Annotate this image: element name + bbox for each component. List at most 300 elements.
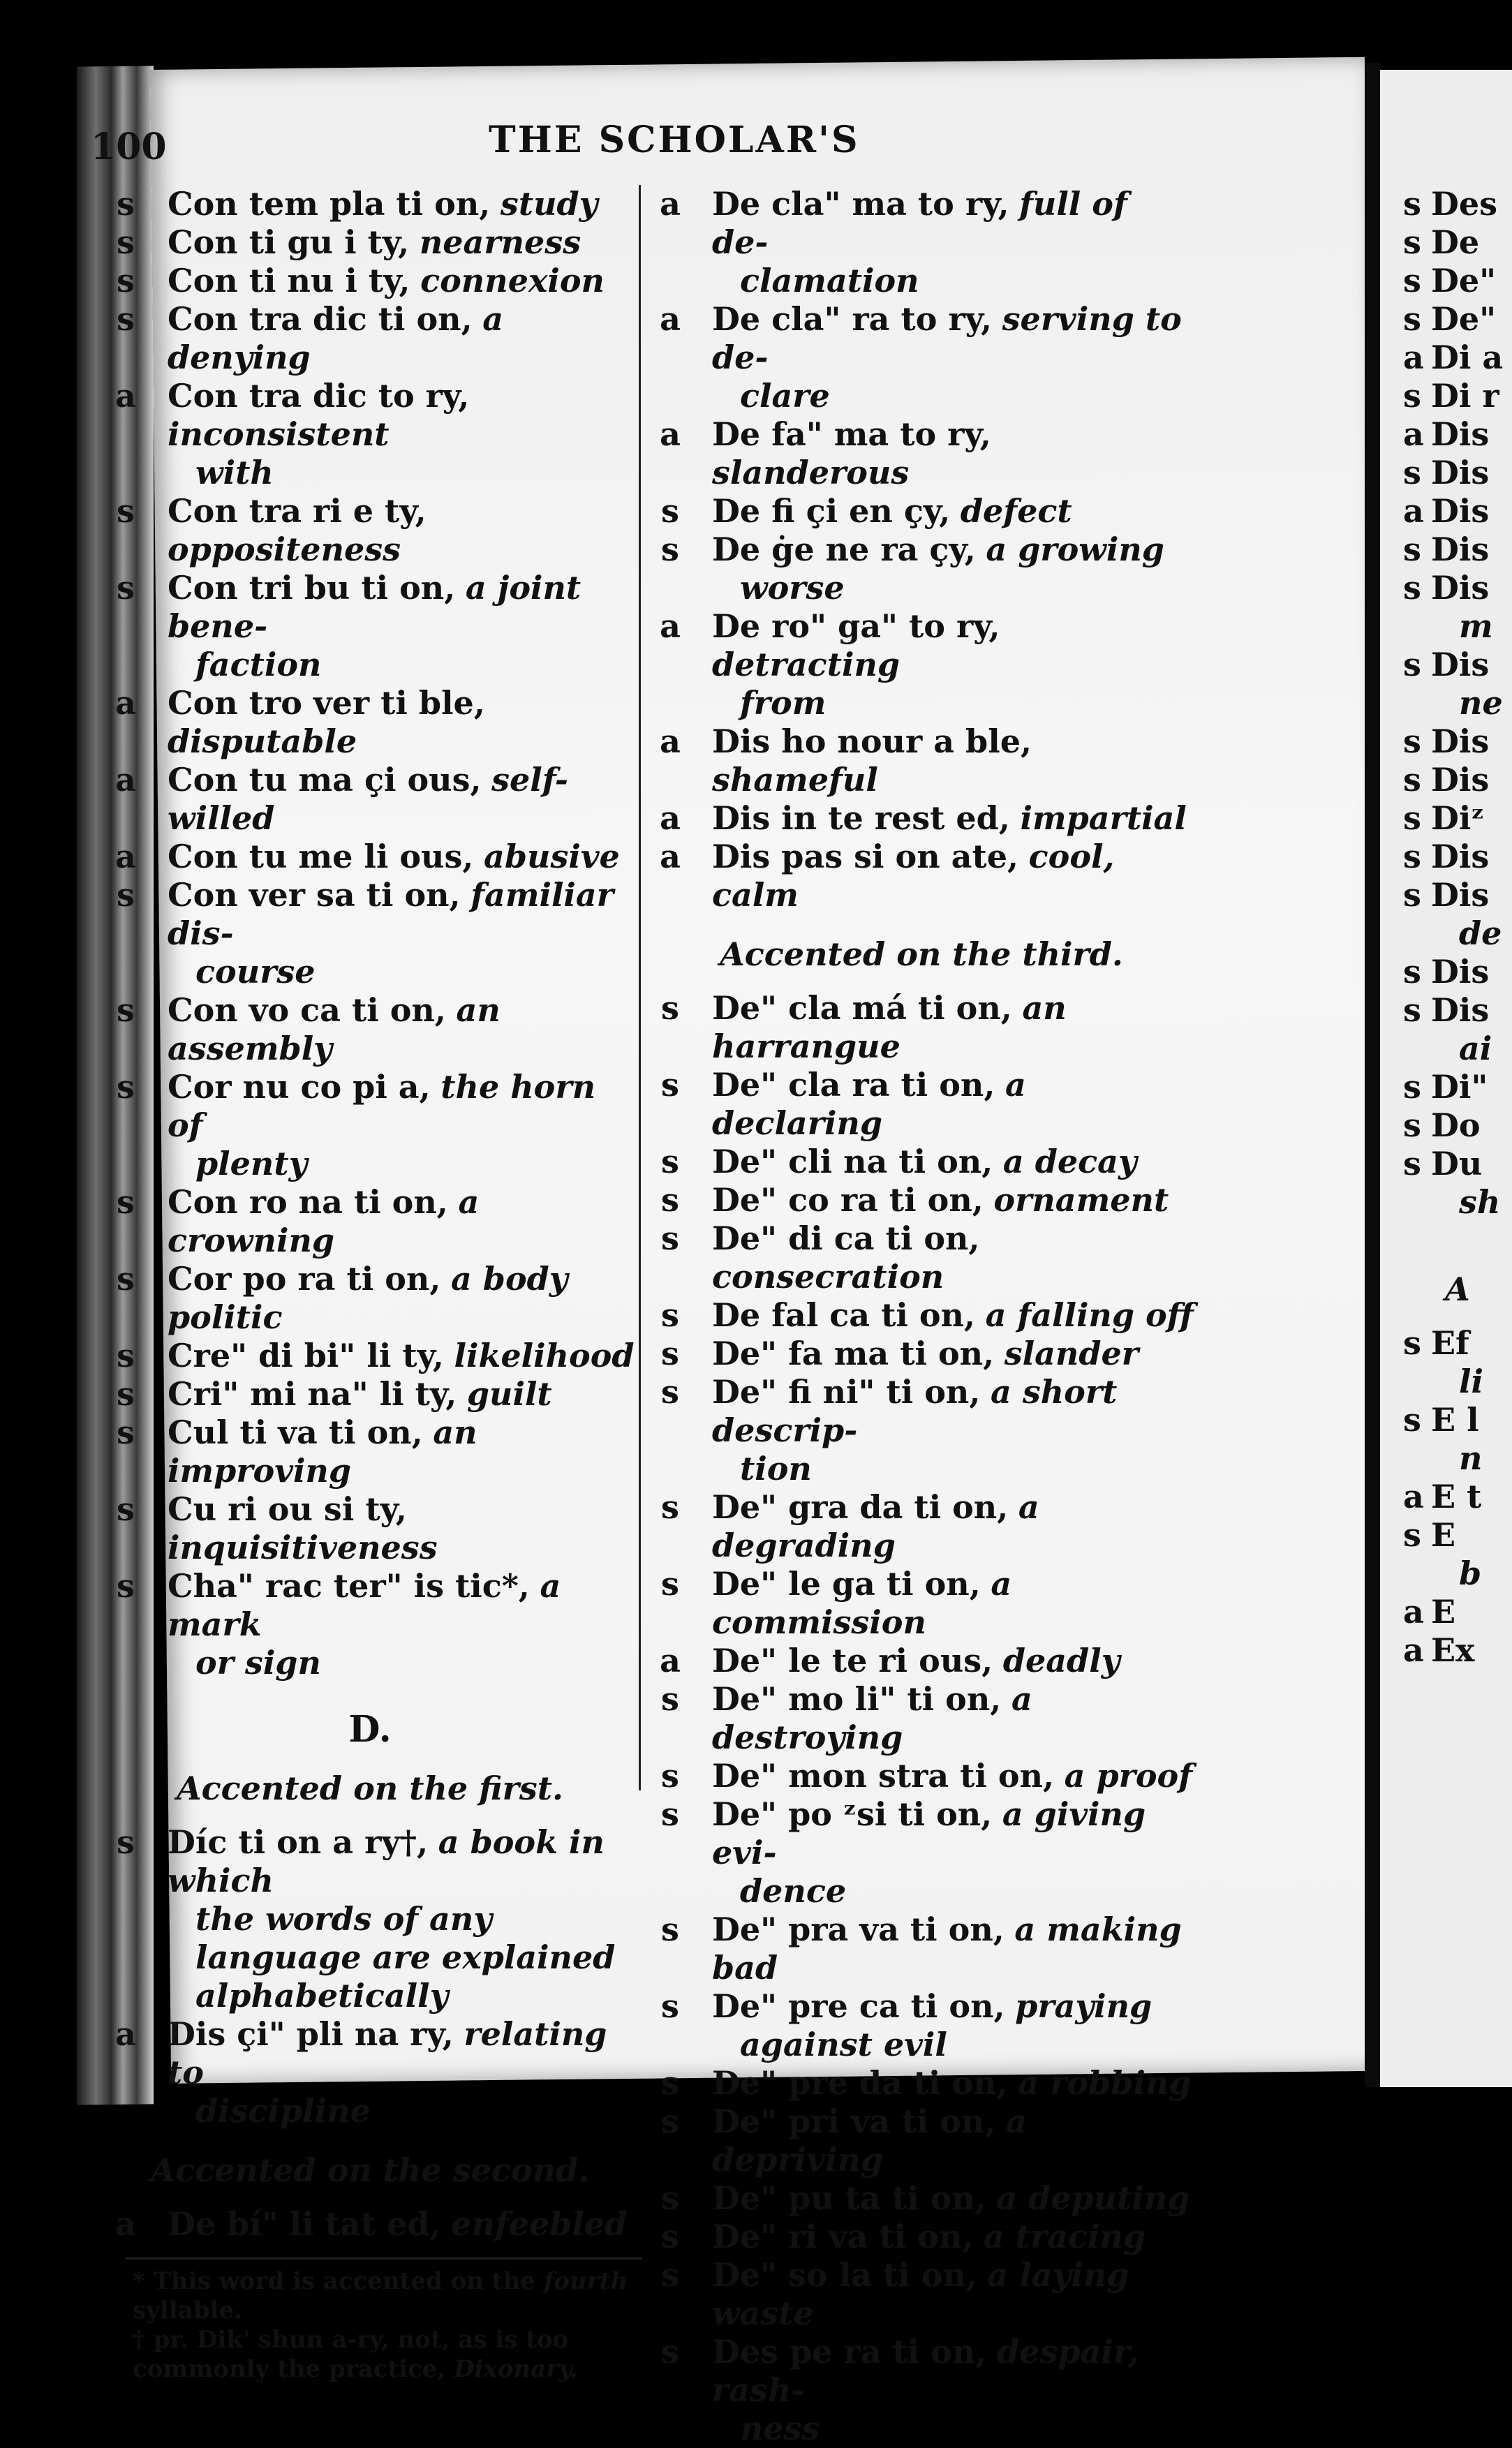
entry-definition: familiar dis- [168, 876, 614, 952]
part-of-speech: s [117, 1823, 135, 1861]
section-letter: D. [348, 1708, 392, 1751]
page-number: 100 [91, 126, 167, 168]
part-of-speech: s [117, 262, 135, 299]
entry-word: De fi çi en çy, [712, 492, 951, 530]
line-fragment: Dis [1431, 876, 1490, 914]
entry-definition-continued: the words of any language are explained alphabetically [195, 1900, 616, 2015]
part-of-speech: a [1403, 415, 1424, 453]
part-of-speech: a [1403, 492, 1424, 530]
line-fragment: b [1459, 1555, 1482, 1592]
entry-definition: a growing [986, 531, 1164, 568]
entry-definition-continued: discipline [195, 2092, 371, 2130]
dictionary-entry [105, 684, 635, 761]
part-of-speech: s [661, 492, 679, 530]
entry-word: Con ro na ti on, [168, 1183, 448, 1221]
part-of-speech: s [1403, 377, 1421, 415]
part-of-speech: s [117, 1260, 135, 1298]
entry-word: Cor po ra ti on, [168, 1260, 441, 1298]
entry-definition: praying [1015, 1987, 1152, 2025]
right-entries-list [649, 185, 1194, 914]
column-divider [639, 185, 641, 1790]
entry-word: Dis çi" pli na ry, [168, 2015, 454, 2053]
dictionary-entry [105, 1260, 635, 1337]
part-of-speech: s [117, 876, 135, 914]
entry-word: De" cla ra ti on, [712, 1066, 995, 1104]
part-of-speech: a [115, 377, 136, 415]
next-page-line [1403, 722, 1512, 761]
entry-definition: a body politic [168, 1260, 568, 1336]
part-of-speech: s [1403, 876, 1421, 914]
entry-word: De" mo li" ti on, [712, 1680, 1002, 1718]
part-of-speech: s [117, 1414, 135, 1451]
dictionary-entry [105, 1375, 635, 1414]
part-of-speech: a [660, 838, 681, 875]
footnote-dagger-ital: Dixonary. [454, 2355, 578, 2383]
part-of-speech: a [660, 415, 681, 453]
entry-definition: a decay [1002, 1143, 1137, 1180]
entry-word: De cla" ra to ry, [712, 300, 993, 338]
next-page-line [1403, 492, 1512, 531]
next-page-line [1403, 1439, 1512, 1478]
entry-word: Cor nu co pi a, [168, 1068, 431, 1106]
entry-word: Con tu ma çi ous, [168, 761, 482, 799]
line-fragment: Du [1431, 1145, 1483, 1182]
line-fragment: Di" [1431, 1068, 1488, 1106]
part-of-speech: s [1403, 991, 1421, 1029]
entry-word: De ro" ga" to ry, [712, 607, 1000, 645]
entry-definition-continued: against evil [740, 2026, 947, 2063]
entry-word: De" fi ni" ti on, [712, 1373, 981, 1411]
entry-definition: a proof [1064, 1757, 1193, 1795]
next-page-line [1403, 838, 1512, 876]
entry-definition: a short descrip- [712, 1373, 1118, 1449]
part-of-speech: s [1403, 1516, 1421, 1554]
dictionary-entry [649, 1757, 1194, 1795]
part-of-speech: s [117, 185, 135, 223]
entry-definition-continued: clamation [740, 262, 919, 299]
footnote-dagger [105, 2325, 635, 2384]
entry-word: Con tra ri e ty, [168, 492, 427, 530]
left-column [105, 185, 635, 2384]
entry-definition: slander [1004, 1335, 1139, 1372]
entry-word: Con tra dic to ry, [168, 377, 470, 415]
dictionary-entry [649, 1219, 1194, 1296]
line-fragment: ai [1459, 1030, 1492, 1067]
entry-definition: cool, calm [712, 838, 1115, 914]
line-fragment: Di a [1431, 339, 1504, 376]
next-page-line [1403, 1363, 1512, 1401]
part-of-speech: a [1403, 1593, 1424, 1631]
line-fragment: Di r [1431, 377, 1499, 415]
footnote-dagger-text: † pr. Dik' shun a-ry, not, as is too commonly the practice, [133, 2326, 569, 2383]
entry-definition: impartial [1020, 799, 1187, 837]
dictionary-entry [649, 185, 1194, 300]
entry-word: Dis pas si on ate, [712, 838, 1019, 875]
footnote-star-ital: fourth [543, 2267, 628, 2295]
dictionary-entry [649, 2333, 1194, 2448]
entry-word: De" pri va ti on, [712, 2102, 996, 2140]
entry-word: Díc ti on a ry†, [168, 1823, 429, 1861]
part-of-speech: s [661, 2333, 679, 2371]
part-of-speech: a [115, 2015, 136, 2053]
section-head-second: Accented on the second. [150, 2151, 590, 2189]
part-of-speech: a [115, 2205, 136, 2243]
entry-definition: an assembly [168, 991, 501, 1067]
dictionary-entry [105, 876, 635, 991]
entry-definition: guilt [466, 1375, 552, 1413]
dictionary-entry [105, 185, 635, 223]
dictionary-entry [649, 1680, 1194, 1757]
entry-word: De" di ca ti on, [712, 1219, 980, 1257]
entry-definition: a mark [168, 1567, 561, 1643]
part-of-speech: s [661, 2179, 679, 2217]
dictionary-entry [649, 1911, 1194, 1987]
part-of-speech: a [660, 607, 681, 645]
dictionary-entry [105, 1414, 635, 1490]
part-of-speech: s [661, 1296, 679, 1334]
section-head-first: Accented on the first. [176, 1770, 564, 1807]
dictionary-entry [649, 1987, 1194, 2064]
dictionary-entry [649, 1795, 1194, 1911]
part-of-speech: s [661, 1373, 679, 1411]
next-page-line [1403, 377, 1512, 415]
entry-definition: a commission [712, 1565, 1012, 1641]
part-of-speech: s [661, 1757, 679, 1795]
part-of-speech: s [661, 1987, 679, 2025]
next-page-line [1403, 1401, 1512, 1439]
entry-definition-continued: or sign [195, 1644, 321, 1682]
entry-definition: a joint bene- [168, 569, 581, 645]
line-fragment: Dis [1431, 646, 1490, 683]
dictionary-entry [105, 1183, 635, 1260]
part-of-speech: a [1403, 1631, 1424, 1669]
next-page-line [1403, 646, 1512, 684]
footnote-star-end: syllable. [133, 2297, 242, 2324]
running-head: THE SCHOLAR'S [489, 119, 860, 161]
next-page-line [1403, 569, 1512, 607]
part-of-speech: a [1403, 339, 1424, 376]
entry-word: De" pre ca ti on, [712, 1987, 1005, 2025]
part-of-speech: s [661, 531, 679, 568]
next-page-line [1403, 185, 1512, 223]
line-fragment: Dis [1431, 761, 1490, 799]
dictionary-entry [105, 838, 635, 876]
part-of-speech: a [660, 1642, 681, 1679]
dictionary-entry [649, 531, 1194, 607]
entry-word: De" pra va ti on, [712, 1911, 1005, 1948]
entry-word: Con tu me li ous, [168, 838, 474, 875]
next-page-line [1403, 1478, 1512, 1516]
dictionary-entry [105, 1823, 635, 2015]
dictionary-entry [649, 1335, 1194, 1373]
part-of-speech: s [117, 1375, 135, 1413]
dictionary-entry [649, 415, 1194, 492]
line-fragment: Dis [1431, 722, 1490, 760]
entry-word: De bí" li tat ed, [168, 2205, 441, 2243]
part-of-speech: s [1403, 454, 1421, 491]
next-page-line [1403, 1030, 1512, 1068]
line-fragment: Des [1431, 185, 1498, 223]
line-fragment: Dis [1431, 569, 1490, 607]
line-fragment: de [1459, 914, 1502, 952]
part-of-speech: s [1403, 1068, 1421, 1106]
part-of-speech: s [1403, 185, 1421, 223]
next-page-line [1403, 799, 1512, 838]
part-of-speech: s [1403, 1401, 1421, 1439]
right-column [649, 185, 1194, 2448]
part-of-speech: s [1403, 646, 1421, 683]
line-fragment: Dis [1431, 953, 1490, 991]
dictionary-entry [649, 2179, 1194, 2218]
entry-definition: a degrading [712, 1488, 1039, 1564]
next-page-line [1403, 1068, 1512, 1106]
entry-definition-continued: ness [740, 2410, 820, 2447]
entry-word: Des pe ra ti on, [712, 2333, 987, 2371]
dictionary-entry [105, 223, 635, 262]
dictionary-entry [105, 991, 635, 1068]
entry-definition-continued: with [195, 454, 274, 491]
dictionary-entry [649, 2256, 1194, 2333]
entry-word: De cla" ma to ry, [712, 185, 1009, 223]
entry-word: De" le ga ti on, [712, 1565, 981, 1603]
entry-definition: abusive [484, 838, 620, 875]
entry-definition: deadly [1002, 1642, 1120, 1679]
line-fragment: Dis [1431, 838, 1490, 875]
entry-definition-continued: course [195, 953, 316, 991]
dictionary-entry [649, 2064, 1194, 2102]
dictionary-entry [105, 569, 635, 684]
next-page-line [1403, 914, 1512, 953]
dictionary-entry [649, 2218, 1194, 2256]
line-fragment: Dis [1431, 492, 1490, 530]
line-fragment: Dis [1431, 415, 1490, 453]
part-of-speech: a [660, 300, 681, 338]
entry-definition-continued: clare [740, 377, 830, 415]
line-fragment: Dis [1431, 454, 1490, 491]
part-of-speech: s [117, 991, 135, 1029]
entry-definition: an harrangue [712, 989, 1067, 1065]
line-fragment: E l [1431, 1401, 1479, 1439]
dictionary-entry [105, 1490, 635, 1567]
part-of-speech: s [1403, 761, 1421, 799]
entry-definition-continued: dence [740, 1872, 847, 1910]
entry-definition: a denying [168, 300, 504, 376]
entry-word: De" ri va ti on, [712, 2218, 974, 2255]
entry-word: De fa" ma to ry, [712, 415, 991, 453]
entry-word: Con tem pla ti on, [168, 185, 491, 223]
line-fragment: li [1459, 1363, 1483, 1400]
dictionary-entry [649, 989, 1194, 1066]
line-fragment: E [1431, 1516, 1456, 1554]
entry-word: Dis ho nour a ble, [712, 722, 1032, 760]
dictionary-entry [105, 761, 635, 838]
part-of-speech: s [117, 1490, 135, 1528]
line-fragment: De" [1431, 262, 1497, 299]
part-of-speech: a [660, 799, 681, 837]
entry-definition: nearness [419, 223, 581, 261]
entry-definition: a falling off [985, 1296, 1194, 1334]
entry-definition: relating to [168, 2015, 607, 2091]
entry-definition-continued: worse [740, 569, 845, 607]
part-of-speech: a [1403, 1478, 1424, 1515]
next-page-line [1403, 1516, 1512, 1555]
dictionary-entry [105, 2205, 635, 2243]
dictionary-entry [649, 1642, 1194, 1680]
dictionary-entry [649, 838, 1194, 914]
next-page-line [1403, 531, 1512, 569]
entry-definition: a robbing [1018, 2064, 1192, 2102]
entry-definition: self-willed [168, 761, 569, 837]
entry-definition: disputable [168, 722, 357, 760]
part-of-speech: s [661, 1181, 679, 1219]
entry-definition: full of de- [712, 185, 1127, 261]
entry-definition: despair, rash- [712, 2333, 1139, 2409]
next-page-line [1403, 454, 1512, 492]
entry-definition: defect [960, 492, 1072, 530]
part-of-speech: s [661, 1911, 679, 1948]
dictionary-entry [105, 1068, 635, 1183]
entry-definition: study [500, 185, 598, 223]
line-fragment: Ef [1431, 1324, 1469, 1362]
part-of-speech: s [661, 2218, 679, 2255]
part-of-speech: a [115, 838, 136, 875]
part-of-speech: s [1403, 262, 1421, 299]
entry-word: De" po ᶻsi ti on, [712, 1795, 993, 1833]
next-page-column-fragment [1403, 185, 1512, 1670]
next-page-line [1403, 262, 1512, 300]
entry-word: Con tri bu ti on, [168, 569, 456, 607]
dictionary-entry [105, 300, 635, 377]
dictionary-entry [649, 492, 1194, 531]
part-of-speech: s [1403, 569, 1421, 607]
line-fragment: E [1431, 1593, 1456, 1631]
entry-definition: a laying waste [712, 2256, 1129, 2332]
entry-word: Con ti nu i ty, [168, 262, 410, 299]
line-fragment: ne [1459, 684, 1503, 722]
dictionary-entry [649, 1181, 1194, 1219]
next-page-lines-after [1403, 1324, 1512, 1670]
next-page-line [1403, 1324, 1512, 1363]
entry-definition: inconsistent [168, 415, 390, 453]
line-fragment: Dis [1431, 531, 1490, 568]
left-entries-list [105, 185, 635, 1682]
line-fragment: De [1431, 223, 1480, 261]
entry-word: De" fa ma ti on, [712, 1335, 995, 1372]
entry-word: De" mon stra ti on, [712, 1757, 1055, 1795]
next-page-section-head: A [1445, 1270, 1470, 1308]
dictionary-entry [649, 1296, 1194, 1335]
part-of-speech: s [661, 1219, 679, 1257]
entry-definition: a depriving [712, 2102, 1027, 2179]
next-page-line [1403, 339, 1512, 377]
line-fragment: sh [1459, 1183, 1501, 1221]
entry-definition: ornament [993, 1181, 1169, 1219]
next-page-line [1403, 415, 1512, 454]
dictionary-entry [649, 1143, 1194, 1181]
dictionary-entry [105, 377, 635, 492]
part-of-speech: s [661, 1335, 679, 1372]
entry-definition-continued: plenty [195, 1145, 308, 1182]
entries-third-list [649, 989, 1194, 2448]
part-of-speech: s [1403, 223, 1421, 261]
next-page-line [1403, 300, 1512, 339]
entry-definition: a book in which [168, 1823, 605, 1899]
part-of-speech: s [1403, 1324, 1421, 1362]
next-page-line [1403, 1593, 1512, 1631]
entries-second-list [105, 2205, 635, 2243]
dictionary-entry [105, 2015, 635, 2130]
dictionary-entry [105, 492, 635, 569]
entry-definition: a destroying [712, 1680, 1032, 1756]
next-page-line [1403, 1631, 1512, 1670]
part-of-speech: s [661, 989, 679, 1027]
line-fragment: E t [1431, 1478, 1482, 1515]
dictionary-entry [649, 1488, 1194, 1565]
entry-definition: connexion [420, 262, 605, 299]
entry-definition: a giving evi- [712, 1795, 1146, 1871]
entry-definition: likelihood [454, 1337, 635, 1374]
dictionary-entry [649, 607, 1194, 722]
next-page-line [1403, 1145, 1512, 1183]
line-fragment: m [1459, 607, 1493, 645]
part-of-speech: s [117, 300, 135, 338]
line-fragment: n [1459, 1439, 1483, 1477]
entry-word: Con ver sa ti on, [168, 876, 461, 914]
dictionary-entry [649, 799, 1194, 838]
dictionary-entry [105, 1337, 635, 1375]
entry-definition: consecration [712, 1258, 944, 1296]
part-of-speech: s [661, 1680, 679, 1718]
part-of-speech: s [117, 1567, 135, 1605]
next-page-line [1403, 223, 1512, 262]
entry-word: Cri" mi na" li ty, [168, 1375, 457, 1413]
dictionary-entry [105, 1567, 635, 1682]
part-of-speech: s [661, 1795, 679, 1833]
page-gutter [1365, 63, 1380, 2087]
line-fragment: Ex [1431, 1631, 1475, 1669]
line-fragment: Dis [1431, 991, 1490, 1029]
part-of-speech: s [117, 492, 135, 530]
part-of-speech: s [117, 569, 135, 607]
next-page-line [1403, 953, 1512, 991]
part-of-speech: s [661, 1143, 679, 1180]
part-of-speech: a [660, 722, 681, 760]
entry-definition: an improving [168, 1414, 477, 1490]
entry-definition: inquisitiveness [168, 1529, 438, 1566]
part-of-speech: s [117, 1337, 135, 1374]
entry-word: De" co ra ti on, [712, 1181, 984, 1219]
entry-word: De" so la ti on, [712, 2256, 977, 2294]
entry-word: De" cli na ti on, [712, 1143, 993, 1180]
entry-word: De" pre da ti on, [712, 2064, 1008, 2102]
dictionary-entry [649, 2102, 1194, 2179]
part-of-speech: s [1403, 531, 1421, 568]
part-of-speech: s [1403, 799, 1421, 837]
part-of-speech: s [1403, 838, 1421, 875]
part-of-speech: a [660, 185, 681, 223]
entry-definition-continued: from [740, 684, 827, 722]
entry-definition-continued: faction [195, 646, 322, 683]
next-page-line [1403, 1183, 1512, 1222]
part-of-speech: s [661, 2102, 679, 2140]
next-page-line [1403, 684, 1512, 722]
footnote-rule [126, 2257, 642, 2260]
dictionary-entry [649, 722, 1194, 799]
entry-word: Cul ti va ti on, [168, 1414, 423, 1451]
part-of-speech: s [661, 1565, 679, 1603]
entry-word: Con tra dic ti on, [168, 300, 473, 338]
entry-definition: the horn of [168, 1068, 596, 1144]
